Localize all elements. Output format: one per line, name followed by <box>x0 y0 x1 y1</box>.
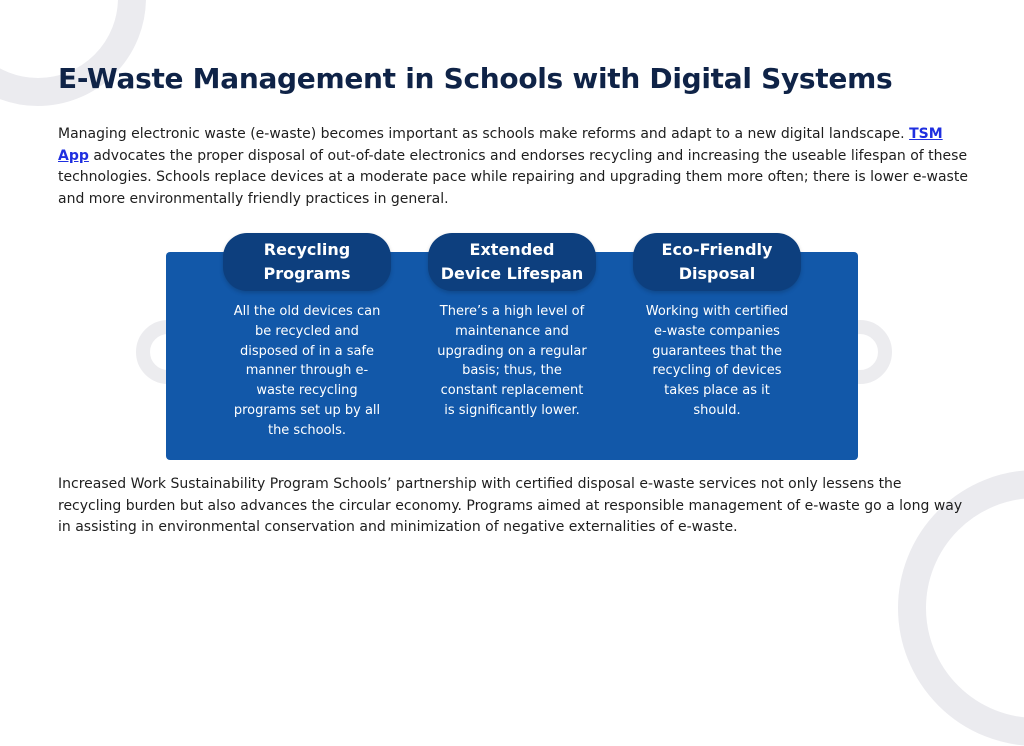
card-heading-text: Extended Device Lifespan <box>440 240 584 283</box>
closing-paragraph: Increased Work Sustainability Program Schools’ partnership with certified disposal e-waste services not only lessens the recycling burden but also advances the circular economy. Programs aimed at responsible management of e-waste go a long way in assisting in environmental conservation and minimization of negative externalities of e-waste. <box>58 476 963 535</box>
card-body-recycling-programs: All the old devices can be recycled and disposed of in a safe manner through e-waste recycling programs set up by all the schools. <box>233 304 381 438</box>
card-body-eco-friendly-disposal: Working with certified e-waste companies guarantees that the recycling of devices takes place as it should. <box>645 304 789 418</box>
card-heading-text: Eco-Friendly Disposal <box>661 240 773 283</box>
intro-paragraph <box>58 124 968 210</box>
card-body-extended-device-lifespan: There’s a high level of maintenance and upgrading on a regular basis; thus, the constant replacement is significantly lower. <box>437 304 587 418</box>
card-heading-eco-friendly-disposal <box>633 233 801 291</box>
tsm-app-link[interactable]: TSM App <box>58 126 943 164</box>
page-title: E-Waste Management in Schools with Digital Systems <box>58 62 893 95</box>
card-heading-extended-device-lifespan <box>428 233 596 291</box>
card-heading-recycling-programs <box>223 233 391 291</box>
card-heading-text: Recycling Programs <box>263 240 351 283</box>
intro-text-start: Managing electronic waste (e-waste) becomes important as schools make reforms and adapt to a new digital landscape. <box>58 126 910 142</box>
intro-text-end: advocates the proper disposal of out-of-date electronics and endorses recycling and increasing the useable lifespan of these technologies. Schools replace devices at a moderate pace while repairing and upgrading them more often; there is lower e-waste and more environmentally friendly practices in general. <box>58 147 968 207</box>
